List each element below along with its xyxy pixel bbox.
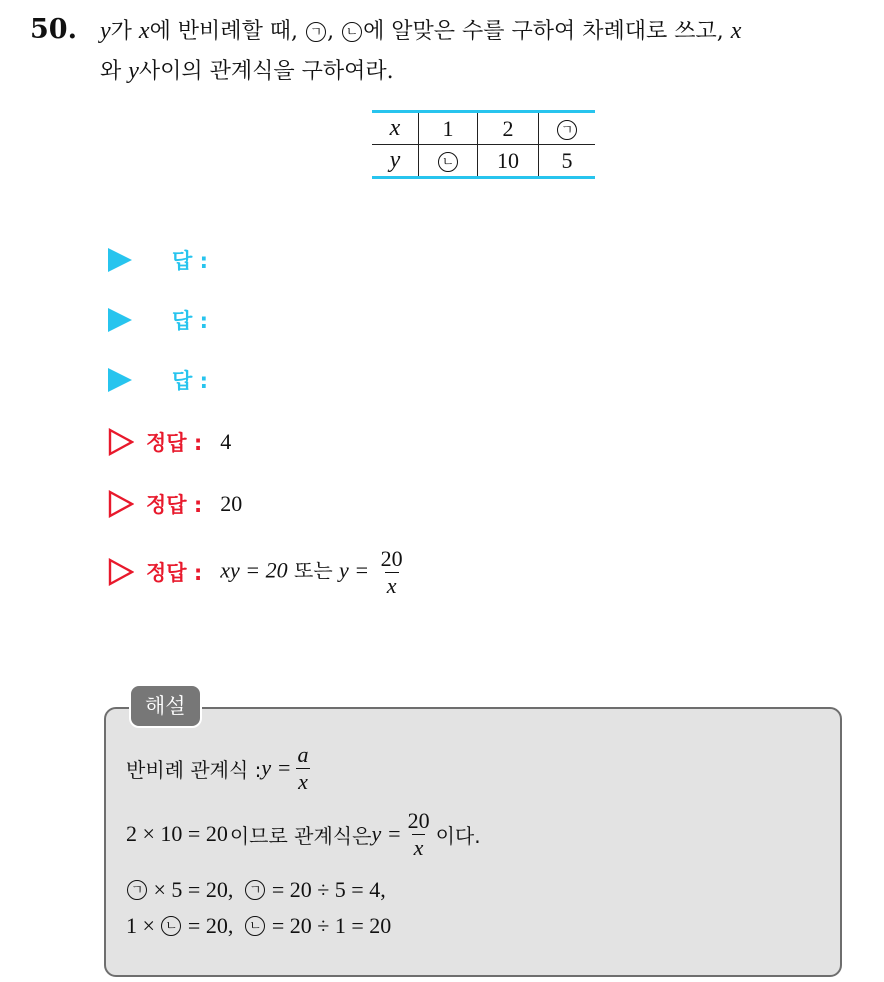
circled-giyeok: ㄱ — [306, 22, 326, 42]
play-triangle-icon — [108, 308, 132, 332]
text: 1 × — [126, 913, 161, 938]
question-number: 50. — [30, 14, 77, 45]
text: 가 — [110, 19, 139, 44]
expr-lhs: y = — [371, 821, 402, 846]
answer-row-2[interactable] — [108, 300, 208, 340]
table-cell: 5 — [539, 145, 596, 178]
outline-triangle-icon — [108, 490, 134, 518]
correct-label: 정답 : — [146, 431, 203, 455]
text: 이다. — [435, 823, 481, 848]
outline-triangle-icon — [108, 428, 134, 456]
var-x: x — [138, 18, 150, 44]
var-x: x — [389, 115, 401, 141]
explanation-line-3 — [126, 874, 386, 906]
circled-nieun: ㄴ — [342, 22, 362, 42]
expr-lhs: y = — [261, 755, 292, 780]
text: 반비례 관계식 : — [126, 757, 262, 782]
explanation-tag: 해설 — [129, 684, 202, 728]
correct-value: 20 — [220, 491, 243, 516]
explanation-line-4 — [126, 910, 391, 942]
explanation-line-1 — [126, 738, 315, 798]
text: = 20 ÷ 5 = 4, — [266, 877, 386, 902]
fraction — [379, 546, 405, 599]
correct-label: 정답 : — [146, 561, 203, 585]
table-row-x — [372, 112, 595, 145]
table-row-y — [372, 145, 595, 178]
table-cell: 1 — [419, 112, 478, 145]
correct-answer-2 — [108, 484, 242, 524]
table-header-x — [372, 112, 419, 145]
expr-xy: xy = 20 — [220, 557, 288, 583]
var-y: y — [389, 147, 401, 173]
circled-giyeok: ㄱ — [127, 880, 147, 900]
answer-label: 답 : — [172, 309, 208, 333]
text: 와 — [100, 59, 129, 84]
circled-nieun: ㄴ — [161, 916, 181, 936]
var-y: y — [128, 58, 139, 84]
circled-nieun: ㄴ — [245, 916, 265, 936]
fraction-numerator: 20 — [407, 807, 430, 833]
text: × 5 = 20, — [148, 877, 245, 902]
table-header-y — [372, 145, 419, 178]
play-triangle-icon — [108, 248, 132, 272]
fraction-denominator: x — [386, 572, 397, 598]
circled-giyeok: ㄱ — [557, 120, 577, 140]
fraction-denominator: x — [298, 768, 308, 794]
table-cell: 10 — [478, 145, 539, 178]
table-cell — [419, 145, 478, 178]
explanation-line-2 — [126, 804, 481, 864]
question-line-2 — [100, 56, 394, 87]
text: = 20, — [182, 913, 245, 938]
correct-answer-3 — [108, 540, 409, 604]
text: 에 반비례할 때, — [149, 19, 306, 44]
text: 에 알맞은 수를 구하여 차례대로 쓰고, — [363, 19, 731, 44]
correct-expression — [220, 546, 408, 599]
text: 사이의 관계식을 구하여라. — [138, 59, 394, 84]
outline-triangle-icon — [108, 558, 134, 586]
text: 2 × 10 = 20 — [126, 821, 228, 846]
value-table — [372, 110, 595, 179]
text: 이므로 관계식은 — [229, 823, 372, 848]
or-text: 또는 — [287, 558, 340, 583]
table-cell — [539, 112, 596, 145]
text: , — [327, 19, 342, 44]
circled-nieun: ㄴ — [438, 152, 458, 172]
correct-label: 정답 : — [146, 493, 203, 517]
answer-row-3[interactable] — [108, 360, 208, 400]
fraction — [406, 808, 432, 861]
answer-label: 답 : — [172, 369, 208, 393]
correct-answer-1 — [108, 422, 231, 462]
text: = 20 ÷ 1 = 20 — [266, 913, 392, 938]
correct-value: 4 — [220, 429, 232, 454]
circled-giyeok: ㄱ — [245, 880, 265, 900]
question-line-1 — [100, 16, 741, 47]
fraction-numerator: 20 — [380, 545, 403, 571]
answer-label: 답 : — [172, 249, 208, 273]
play-triangle-icon — [108, 368, 132, 392]
expr-lhs: y = — [339, 557, 370, 583]
answer-row-1[interactable] — [108, 240, 208, 280]
var-x: x — [730, 18, 742, 44]
fraction-numerator: a — [297, 741, 309, 767]
fraction-denominator: x — [413, 834, 424, 860]
var-y: y — [100, 18, 111, 44]
fraction — [296, 742, 311, 795]
table-cell: 2 — [478, 112, 539, 145]
